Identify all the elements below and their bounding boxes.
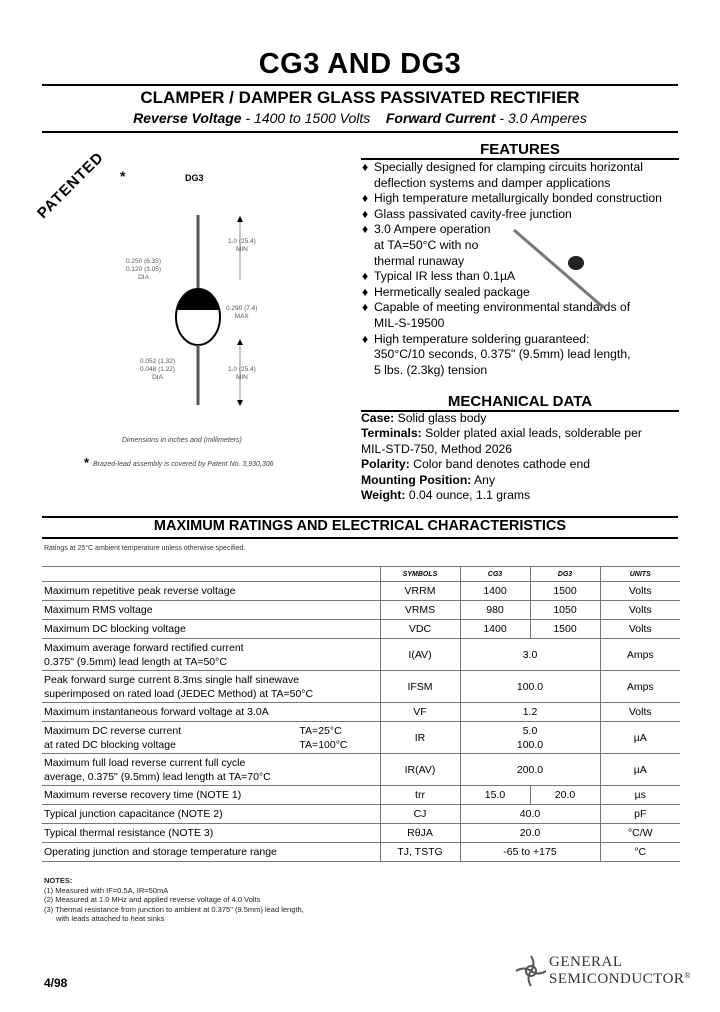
dimensions-caption: Dimensions in inches and (millimeters) [122,437,242,444]
feature-item [362,191,682,207]
table-row [42,582,680,601]
note-1: (1) Measured with IF=0.5A, IR=50mA [44,885,169,895]
mechanical-data [361,411,681,503]
condition-text: TA=100°C [299,738,348,751]
mounting-line: Mounting Position: Any [361,472,496,487]
features-heading: FEATURES [480,141,560,158]
symbol-cell: IR(AV) [380,754,460,786]
param-cell [42,722,380,754]
table-row [42,671,680,703]
units-cell: Volts [600,582,680,601]
feature-text: Specially designed for clamping circuits horizontal [374,160,643,174]
param-text: Peak forward surge current 8.3ms single half sinewave [44,673,300,686]
cg3-value-cell: 980 [460,601,530,620]
param-cell [42,786,380,805]
param-text: Maximum DC reverse current [44,724,182,737]
param-cell [42,671,380,703]
patented-stamp: PATENTED [34,148,108,223]
diode-body [568,256,584,270]
feature-text: High temperature soldering guaranteed: [374,331,590,346]
param-text: Maximum RMS voltage [44,604,153,616]
dim-arrow [237,216,243,222]
units-cell: °C [600,843,680,862]
dim-lead-length-bottom: 1.0 (25.4) MIN [228,366,256,381]
value-cell: 200.0 [460,754,600,786]
units-cell: µA [600,754,680,786]
note-3: (3) Thermal resistance from junction to ambient at 0.375" (9.5mm) lead length, [44,904,304,914]
column-header: CG3 [460,567,530,582]
param-text: average, 0.375" (9.5mm) lead length at TA=70°C [44,770,271,783]
param-text: Maximum repetitive peak reverse voltage [44,585,236,597]
value-cell: 20.0 [460,824,600,843]
table-header-row [42,567,680,582]
header-blank [42,567,380,582]
units-cell: °C/W [600,824,680,843]
param-text: Typical junction capacitance (NOTE 2) [44,808,223,820]
mechanical-heading: MECHANICAL DATA [447,393,593,410]
rv-value: - 1400 to 1500 Volts [241,110,371,126]
gs-logo-icon [514,954,548,988]
symbol-cell: I(AV) [380,639,460,671]
param-text: at rated DC blocking voltage [44,738,176,751]
feature-item [362,207,682,223]
dg3-value-cell: 1500 [530,620,600,639]
param-cell [42,843,380,862]
subline [0,110,720,126]
param-text: Typical thermal resistance (NOTE 3) [44,827,214,839]
feature-item [362,160,682,191]
param-text: Operating junction and storage temperature range [44,846,277,858]
cg3-value-cell: 1400 [460,582,530,601]
page-title: CG3 AND DG3 [258,48,462,80]
feature-text: deflection systems and damper applications [374,175,611,190]
value-cell: 1.2 [460,703,600,722]
column-header: SYMBOLS [380,567,460,582]
table-row [42,786,680,805]
date-code: 4/98 [44,976,68,990]
brand-general: GENERAL [549,954,623,970]
param-text: Maximum instantaneous forward voltage at 3.0A [44,706,269,718]
terminals-line: Terminals: Solder plated axial leads, solderable per [361,426,642,441]
table-bottom-border [42,862,680,863]
ratings-heading-rule [42,537,678,539]
diagram-label: DG3 [185,173,204,183]
dg3-value-cell: 20.0 [530,786,600,805]
cathode-band [178,289,218,310]
value-cell: 5.0 100.0 [460,722,600,754]
table-row [42,722,680,754]
table-row [42,754,680,786]
patent-footnote: Brazed-lead assembly is covered by Patent No. 3,930,306 [93,461,274,468]
bullet-icon: ♦ [362,300,369,315]
diode-lead [514,230,604,308]
value-cell: -65 to +175 [460,843,600,862]
column-header: DG3 [530,567,600,582]
param-cell [42,639,380,671]
value-cell: 3.0 [460,639,600,671]
symbol-cell: trr [380,786,460,805]
feature-text: Capable of meeting environmental standards of [374,300,631,315]
units-cell: Volts [600,703,680,722]
dim-arrow [237,339,243,345]
dim-lead-diameter: 0.250 (6.35) 0.120 (3.05) DIA [126,258,162,281]
units-cell: µs [600,786,680,805]
param-cell [42,703,380,722]
bullet-icon: ♦ [362,269,369,284]
notes-heading: NOTES: [44,876,73,885]
feature-text: Glass passivated cavity-free junction [374,206,572,221]
weight-line: Weight: 0.04 ounce, 1.1 grams [361,488,531,503]
table-row [42,639,680,671]
dg3-value-cell: 1050 [530,601,600,620]
ratings-table [42,566,680,862]
dim-arrow [237,400,243,406]
table-row [42,601,680,620]
param-text: Maximum reverse recovery time (NOTE 1) [44,789,242,801]
param-text: 0.375" (9.5mm) lead length at TA=50°C [44,655,227,668]
bullet-icon: ♦ [362,191,369,206]
param-cell [42,805,380,824]
sub-rule [42,131,678,133]
symbol-cell: VF [380,703,460,722]
table-row [42,703,680,722]
bullet-icon: ♦ [362,160,369,174]
feature-item [362,332,682,379]
table-row [42,843,680,862]
dg3-value-cell: 1500 [530,582,600,601]
symbol-cell: VRMS [380,601,460,620]
brand-semiconductor: SEMICONDUCTOR® [549,971,691,987]
value-cell: 100.0 [460,671,600,703]
subtitle: CLAMPER / DAMPER GLASS PASSIVATED RECTIFIER [140,88,580,107]
table-row [42,824,680,843]
case-line: Case: Solid glass body [361,411,487,425]
param-text: Maximum average forward rectified current [44,641,244,654]
bullet-icon: ♦ [362,222,369,237]
units-cell: Volts [600,601,680,620]
notes [44,876,304,924]
symbol-cell: TJ, TSTG [380,843,460,862]
param-cell [42,824,380,843]
param-text: Maximum DC blocking voltage [44,623,186,635]
feature-text: 5 lbs. (2.3kg) tension [374,362,488,377]
dim-body-diameter: 0.052 (1.32) 0.048 (1.22) DIA [140,358,176,381]
param-cell [42,582,380,601]
ratings-heading: MAXIMUM RATINGS AND ELECTRICAL CHARACTERISTICS [153,518,567,534]
symbol-cell: CJ [380,805,460,824]
cg3-value-cell: 1400 [460,620,530,639]
symbol-cell: VRRM [380,582,460,601]
units-cell: Amps [600,671,680,703]
value-cell: 40.0 [460,805,600,824]
dim-body-length: 0.290 (7.4) MAX [226,305,258,320]
bullet-icon: ♦ [362,206,369,221]
feature-text: 350°C/10 seconds, 0.375" (9.5mm) lead length, [374,347,631,362]
brand-logo [549,954,691,988]
symbol-cell: RθJA [380,824,460,843]
table-row [42,805,680,824]
units-cell: pF [600,805,680,824]
units-cell: Volts [600,620,680,639]
feature-text: 3.0 Ampere operation [374,222,491,237]
footnote-star: * [84,455,90,470]
table-row [42,620,680,639]
param-cell [42,601,380,620]
param-text: superimposed on rated load (JEDEC Method) at TA=50°C [44,687,314,700]
rv-label: Reverse Voltage [133,110,242,126]
feature-text: Typical IR less than 0.1µA [374,269,516,284]
bullet-icon: ♦ [362,284,369,299]
feature-text: thermal runaway [374,253,465,268]
fc-value: - 3.0 Amperes [495,110,587,126]
diode-photo [508,224,608,314]
feature-text: MIL-S-19500 [374,315,445,330]
param-cell [42,754,380,786]
symbol-cell: VDC [380,620,460,639]
terminals-line-2: MIL-STD-750, Method 2026 [361,441,513,456]
polarity-line: Polarity: Color band denotes cathode end [361,457,591,472]
cg3-value-cell: 15.0 [460,786,530,805]
fc-label: Forward Current [385,110,496,126]
title-rule [42,84,678,86]
feature-text: Hermetically sealed package [374,284,530,299]
param-text: Maximum full load reverse current full cycle [44,756,246,769]
units-cell: µA [600,722,680,754]
note-3-cont: with leads attached to heat sinks [56,914,165,923]
symbol-cell: IR [380,722,460,754]
condition-text: TA=25°C [299,724,342,737]
ratings-note: Ratings at 25°C ambient temperature unless otherwise specified. [44,545,246,552]
bullet-icon: ♦ [362,331,369,346]
units-cell: Amps [600,639,680,671]
symbol-cell: IFSM [380,671,460,703]
column-header: UNITS [600,567,680,582]
dim-lead-length-top: 1.0 (25.4) MIN [228,238,256,253]
note-2: (2) Measured at 1.0 MHz and applied reverse voltage of 4.0 Volts [44,895,261,904]
feature-text: High temperature metallurgically bonded construction [374,191,662,206]
param-cell [42,620,380,639]
patented-star: * [120,168,126,184]
feature-text: at TA=50°C with no [374,237,479,252]
